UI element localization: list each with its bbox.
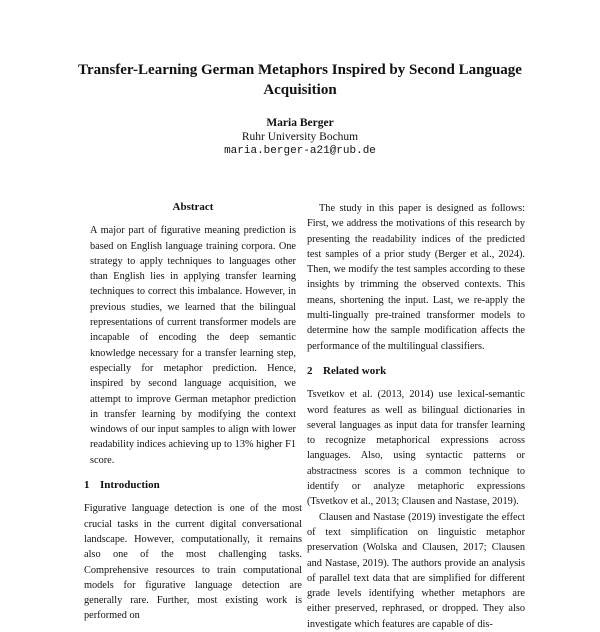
right-column [307,201,525,632]
author-block [40,116,560,158]
author-affiliation: Ruhr University Bochum [241,131,359,143]
section-number: 2 [307,364,313,377]
paper-title: Transfer-Learning German Metaphors Inspired by Second Language Acquisition [78,62,522,98]
section-number: 1 [84,479,90,492]
author-email[interactable]: maria.berger-a21@rub.de [224,145,376,157]
section-title: Related work [323,364,387,377]
abstract-heading: Abstract [172,201,214,213]
section-heading-introduction [84,478,302,493]
abstract-text: A major part of figurative meaning prediction is based on English language training corpora. One strategy to apply techniques to languages other than English lies in applying transfer learning techniques to correct this imbalance. However, in previous studies, we learned that the bilingual representations of current transformer models are incapable of encoding the deep semantic knowledge necessary for a transfer learning step, especially for metaphor prediction. Hence, inspired by second language acquisition, we attempt to improve German metaphor prediction in transfer learning by modifying the context windows of our input samples to align with lower readability indices achieving up to 13% higher F1 score. [90,225,296,466]
author-name: Maria Berger [266,117,334,129]
section-title: Introduction [100,479,160,492]
section-heading-related-work [307,364,525,379]
introduction-paragraph: Figurative language detection is one of the most crucial tasks in the current digital conversational landscape. However, computationally, it remains also one of the most challenging tasks. Comprehensive resources to train computational models for figurative language detection are generally rare. Further, most existing work is performed on [84,503,302,622]
related-work-paragraph: Clausen and Nastase (2019) investigate the effect of text simplification on linguistic metaphor preservation (Wolska and Clausen, 2017; Clausen and Nastase, 2019). The authors provide an analysis of parallel text data that are simplified for different grade levels identifying whether metaphors are either preserved, rephrased, or dropped. They also investigate which features are capable of dis- [307,511,525,630]
related-work-paragraph: Tsvetkov et al. (2013, 2014) use lexical-semantic word features as well as bilingual dictionaries in several languages as input data for transfer learning to recognize metaphorical expressions across languages. Also, using syntactic patterns or abstractness scores is a common technique to identify or analyze metaphoric expressions (Tsvetkov et al., 2013; Clausen and Nastase, 2019). [307,389,525,508]
left-column [84,200,302,624]
study-design-paragraph: The study in this paper is designed as follows: First, we address the motivations of this research by presenting the readability indices of the predicted test samples of a prior study (Berger et al., 2024). Then, we modify the test samples according to these insights by trimming the observed contexts. This means, shortening the input. Last, we re-apply the multi-lingually pre-trained transformer models to determine how the sample modification affects the performance of the multilingual classifiers. [307,203,525,352]
